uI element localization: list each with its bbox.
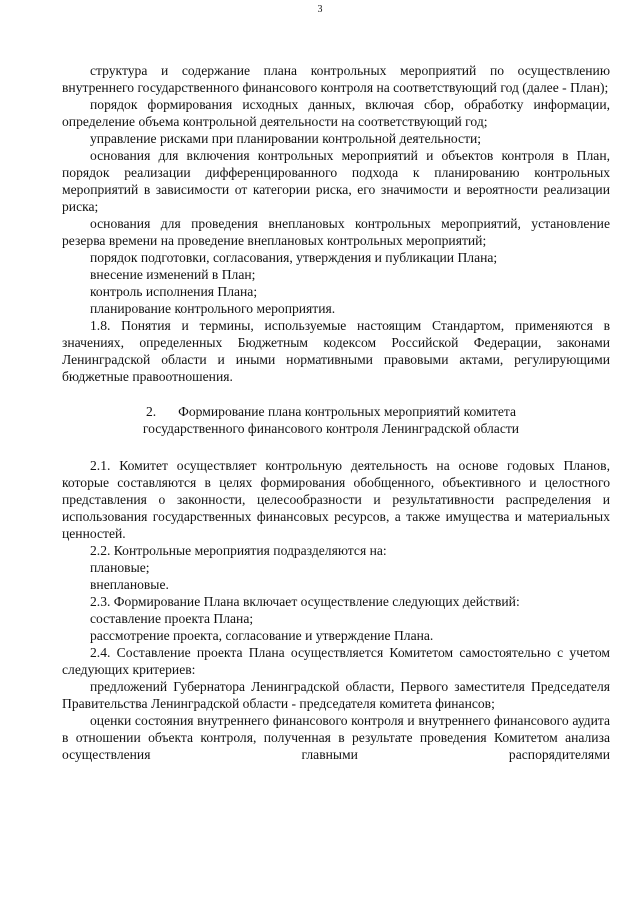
paragraph: структура и содержание плана контрольных мероприятий по осуществлению внутреннего государственного финансового контроля на соответствующий год (далее - План);: [62, 63, 610, 95]
section-title-line1: Формирование плана контрольных мероприятий комитета: [178, 404, 517, 419]
paragraph: 1.8. Понятия и термины, используемые настоящим Стандартом, применяются в значениях, определенных Бюджетным кодексом Российской Федерации, законами Ленинградской области и иными нормативными правовыми актами, регулирующими бюджетные правоотношения.: [62, 318, 610, 384]
paragraph: рассмотрение проекта, согласование и утверждение Плана.: [90, 628, 434, 643]
section-number: 2.: [145, 404, 157, 419]
paragraph: порядок подготовки, согласования, утверждения и публикации Плана;: [90, 250, 498, 265]
page-number: 3: [317, 4, 323, 15]
paragraph: 2.1. Комитет осуществляет контрольную деятельность на основе годовых Планов, которые составляются в целях формирования обобщенного, объективного и целостного представления о законности, целесообразности и результативности распределения и использования государственных финансовых ресурсов, а также имущества и материальных ценностей.: [62, 458, 610, 541]
document-body: [62, 62, 610, 763]
paragraph: контроль исполнения Плана;: [90, 284, 258, 299]
paragraph: 2.2. Контрольные мероприятия подразделяются на:: [90, 543, 387, 558]
paragraph: внесение изменений в План;: [90, 267, 256, 282]
section-heading: [62, 403, 610, 437]
paragraph: составление проекта Плана;: [90, 611, 254, 626]
paragraph: внеплановые.: [90, 577, 169, 592]
paragraph: планирование контрольного мероприятия.: [90, 301, 336, 316]
paragraph: 2.4. Составление проекта Плана осуществляется Комитетом самостоятельно с учетом следующих критериев:: [62, 645, 610, 677]
paragraph: порядок формирования исходных данных, включая сбор, обработку информации, определение объема контрольной деятельности на соответствующий год;: [62, 97, 610, 129]
paragraph: 2.3. Формирование Плана включает осуществление следующих действий:: [90, 594, 520, 609]
paragraph: оценки состояния внутреннего финансового контроля и внутреннего финансового аудита в отношении объекта контроля, полученная в результате проведения Комитетом анализа осуществления главными распорядителями: [62, 713, 610, 762]
paragraph: управление рисками при планировании контрольной деятельности;: [90, 131, 482, 146]
paragraph: плановые;: [90, 560, 150, 575]
section-title-line2: государственного финансового контроля Ленинградской области: [142, 421, 520, 436]
paragraph: основания для проведения внеплановых контрольных мероприятий, установление резерва времени на проведение внеплановых контрольных мероприятий;: [62, 216, 610, 248]
paragraph: основания для включения контрольных мероприятий и объектов контроля в План, порядок реализации дифференцированного подхода к планированию контрольных мероприятий в зависимости от категории риска, его значимости и вероятности реализации риска;: [62, 148, 610, 214]
paragraph: предложений Губернатора Ленинградской области, Первого заместителя Председателя Правительства Ленинградской области - председателя комитета финансов;: [62, 679, 610, 711]
